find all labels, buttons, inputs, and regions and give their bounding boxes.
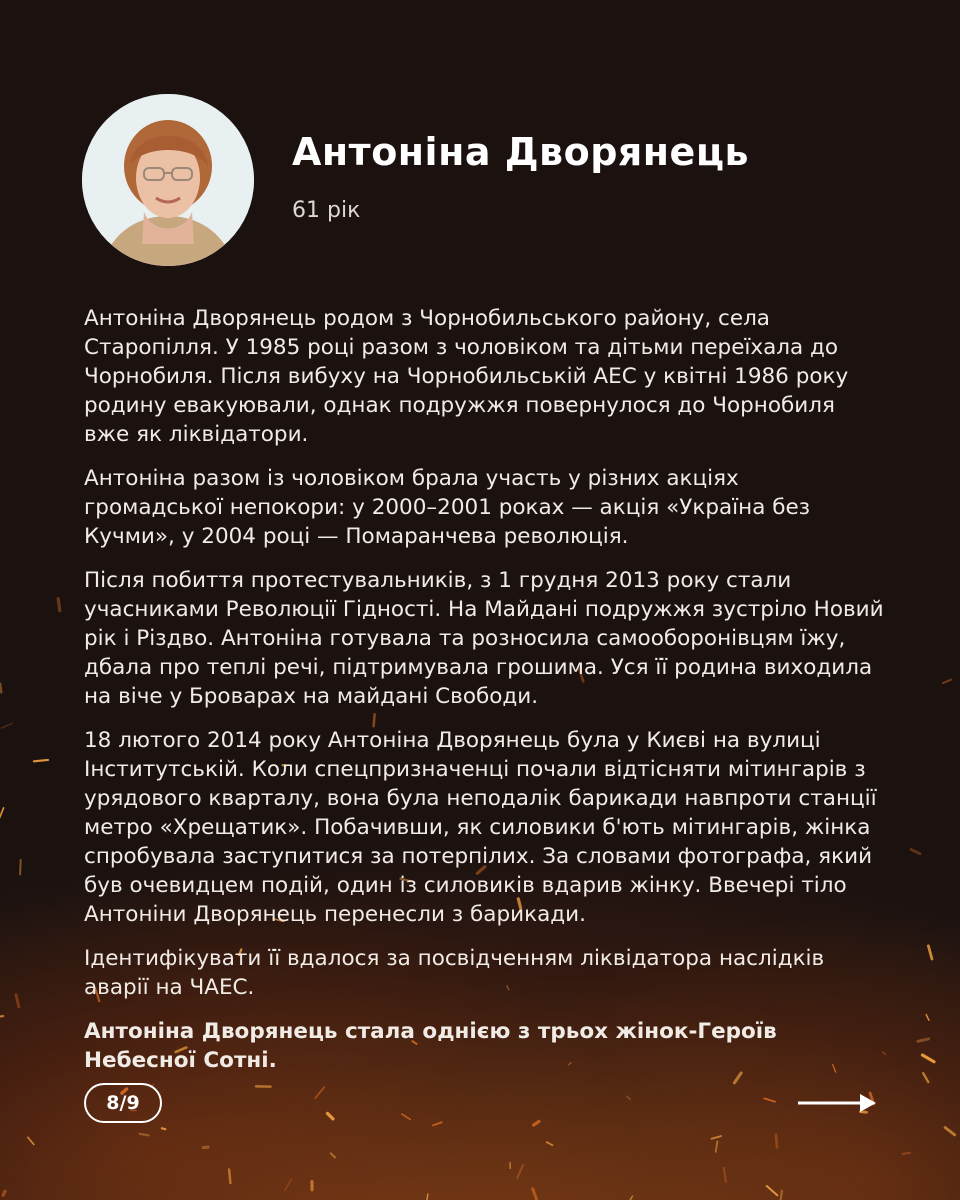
spark	[16, 995, 19, 1007]
page-indicator: 8/9	[84, 1083, 162, 1123]
spark	[922, 1055, 934, 1062]
person-name: Антоніна Дворянець	[292, 130, 750, 174]
arrow-right-icon[interactable]	[796, 1090, 880, 1116]
spark	[630, 1196, 633, 1200]
spark	[0, 1016, 3, 1017]
spark	[534, 1121, 539, 1125]
spark	[767, 1186, 778, 1195]
spark	[328, 1113, 333, 1118]
biography	[84, 304, 884, 1090]
spark	[764, 1098, 775, 1101]
spark	[943, 680, 951, 683]
spark	[1, 723, 12, 728]
biography-paragraph: Антоніна Дворянець родом з Чорнобильського району, села Старопілля. У 1985 році разом з чоловіком та дітьми переїхала до Чорнобиля. Після вибуху на Чорнобильській АЕС у квітні 1986 року родину евакуювали, однак подружжя повернулося до Чорнобиля вже як ліквідатори.	[84, 306, 849, 447]
spark	[162, 1128, 165, 1129]
spark	[28, 1137, 34, 1144]
spark	[911, 849, 920, 853]
biography-paragraph: 18 лютого 2014 року Антоніна Дворянець була у Києві на вулиці Інститутській. Коли спецпризначенці почали відтісняти мітингарів з урядового кварталу, вона була неподалік барикади навпроти станції метро «Хрещатик». Побачивши, як силовики б'ють мітингарів, жінка спробувала заступитися за потерпілих. За словами фотографа, який був очевидцем подій, один із силовиків вдарив жінку. Ввечері тіло Антоніни Дворянець перенесли з барикади.	[84, 728, 877, 927]
spark	[229, 1169, 230, 1183]
biography-paragraph: Антоніна разом із чоловіком брала участь у різних акціях громадської непокори: у 2000–2001 роках — акція «Україна без Кучми», у 2004 році — Помаранчева революція.	[84, 466, 811, 549]
spark	[58, 599, 60, 611]
spark	[0, 684, 1, 693]
spark	[724, 1168, 726, 1182]
spark	[781, 1191, 782, 1200]
spark	[331, 1153, 335, 1157]
spark	[140, 1134, 149, 1135]
avatar	[82, 94, 254, 266]
spark	[3, 1191, 5, 1195]
closing-statement: Антоніна Дворянець стала однією з трьох жінок-Героїв Небесної Сотні.	[84, 1019, 777, 1073]
spark	[945, 1128, 955, 1135]
spark	[433, 1122, 442, 1125]
spark	[776, 1135, 777, 1148]
spark	[903, 1153, 910, 1154]
spark	[918, 1039, 929, 1041]
spark	[926, 1015, 929, 1021]
spark	[547, 1142, 553, 1145]
spark	[427, 1194, 428, 1200]
spark	[712, 1136, 721, 1139]
spark	[285, 1179, 292, 1191]
spark	[0, 808, 4, 822]
spark	[716, 1141, 718, 1152]
spark	[533, 1189, 537, 1199]
spark	[928, 946, 932, 959]
spark	[923, 1073, 928, 1082]
spark	[627, 1096, 631, 1099]
person-age: 61 рік	[292, 198, 361, 223]
portrait-image	[82, 94, 254, 266]
spark	[402, 1114, 410, 1119]
spark	[34, 760, 48, 761]
biography-paragraph: Ідентифікувати її вдалося за посвідченням ліквідатора наслідків аварії на ЧАЕС.	[84, 946, 825, 1000]
spark	[517, 1165, 523, 1179]
spark	[20, 860, 21, 874]
biography-paragraph: Після побиття протестувальників, з 1 грудня 2013 року стали учасниками Революції Гідності. На Майдані подружжя зустріло Новий рік і Різдво. Антоніна готувала та розносила самооборонівцям їжу, дбала про теплі речі, підтримувала грошима. Уся її родина виходила на віче у Броварах на майдані Свободи.	[84, 568, 884, 709]
